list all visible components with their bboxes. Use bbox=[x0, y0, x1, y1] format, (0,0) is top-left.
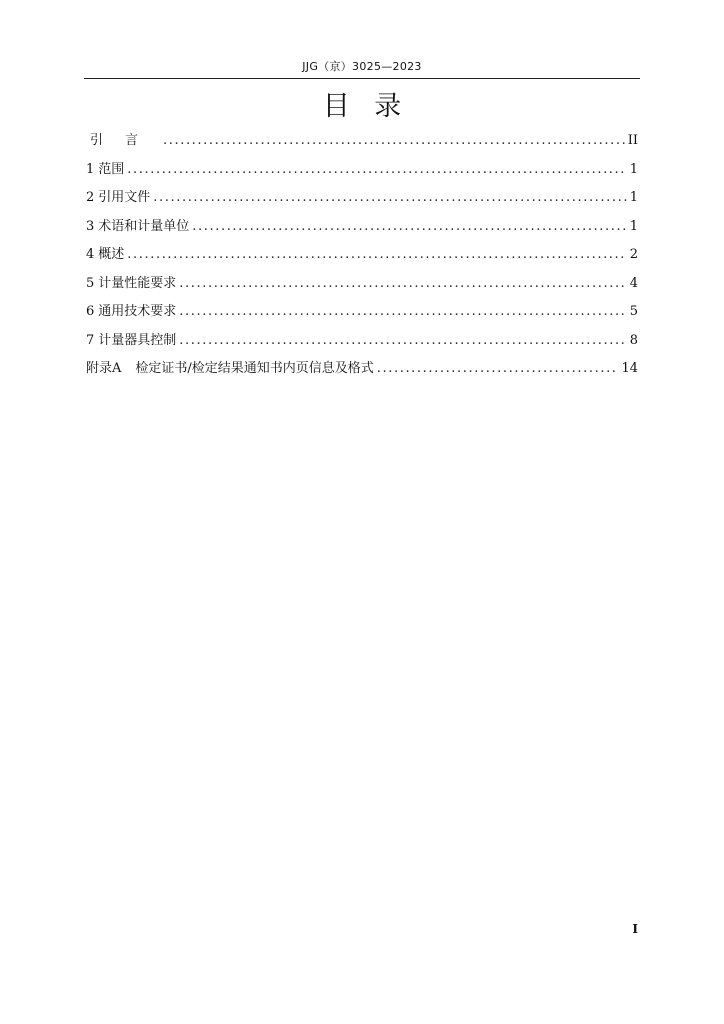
toc-item-number: 1 bbox=[86, 161, 95, 177]
toc-item-title: 检定证书/检定结果通知书内页信息及格式 bbox=[135, 361, 374, 376]
dot-leader bbox=[127, 241, 626, 270]
toc-item-page: 1 bbox=[629, 218, 638, 234]
toc-item-foreword[interactable] bbox=[86, 127, 638, 156]
toc-item-number: 5 bbox=[86, 275, 95, 291]
toc-item-page: 1 bbox=[629, 161, 638, 177]
dot-leader bbox=[377, 355, 619, 384]
toc-item-terms[interactable] bbox=[86, 213, 638, 242]
toc-item-title: 引用文件 bbox=[98, 190, 151, 205]
toc-item-page: 2 bbox=[629, 247, 638, 262]
dot-leader bbox=[179, 270, 626, 299]
table-of-contents bbox=[86, 127, 638, 384]
running-header bbox=[84, 56, 640, 79]
toc-item-overview[interactable] bbox=[86, 241, 638, 270]
toc-item-title: 计量性能要求 bbox=[98, 275, 177, 291]
toc-item-page: 8 bbox=[629, 332, 638, 348]
toc-item-instrument-control[interactable] bbox=[86, 327, 638, 356]
toc-item-page: II bbox=[627, 133, 638, 148]
toc-item-scope[interactable] bbox=[86, 156, 638, 185]
dot-leader bbox=[153, 184, 626, 213]
toc-item-number: 2 bbox=[86, 190, 95, 205]
toc-item-title: 概述 bbox=[98, 247, 125, 262]
toc-item-page: 5 bbox=[629, 304, 638, 319]
toc-item-appendix-a[interactable] bbox=[86, 355, 638, 384]
toc-item-technical-requirements[interactable] bbox=[86, 298, 638, 327]
toc-item-page: 4 bbox=[629, 275, 638, 291]
toc-item-metrological-requirements[interactable] bbox=[86, 270, 638, 299]
page-title: 目 录 bbox=[322, 91, 402, 122]
dot-leader bbox=[179, 298, 626, 327]
dot-leader bbox=[163, 127, 625, 156]
toc-item-title: 计量器具控制 bbox=[98, 332, 177, 348]
toc-item-title: 通用技术要求 bbox=[98, 304, 177, 319]
toc-item-page: 1 bbox=[629, 190, 638, 205]
dot-leader bbox=[127, 156, 626, 185]
toc-item-number: 7 bbox=[86, 332, 95, 348]
toc-item-title: 引言 bbox=[90, 133, 161, 148]
toc-item-title: 术语和计量单位 bbox=[98, 218, 190, 234]
toc-item-number: 附录A bbox=[86, 361, 122, 376]
dot-leader bbox=[179, 327, 626, 356]
toc-item-page: 14 bbox=[621, 361, 638, 376]
toc-item-number: 4 bbox=[86, 247, 95, 262]
standard-code: JJG（京）3025—2023 bbox=[302, 60, 422, 73]
toc-item-title: 范围 bbox=[98, 161, 125, 177]
toc-item-number: 3 bbox=[86, 218, 95, 234]
toc-item-references[interactable] bbox=[86, 184, 638, 213]
page-number: I bbox=[632, 922, 638, 936]
dot-leader bbox=[192, 213, 626, 242]
toc-item-number: 6 bbox=[86, 304, 95, 319]
